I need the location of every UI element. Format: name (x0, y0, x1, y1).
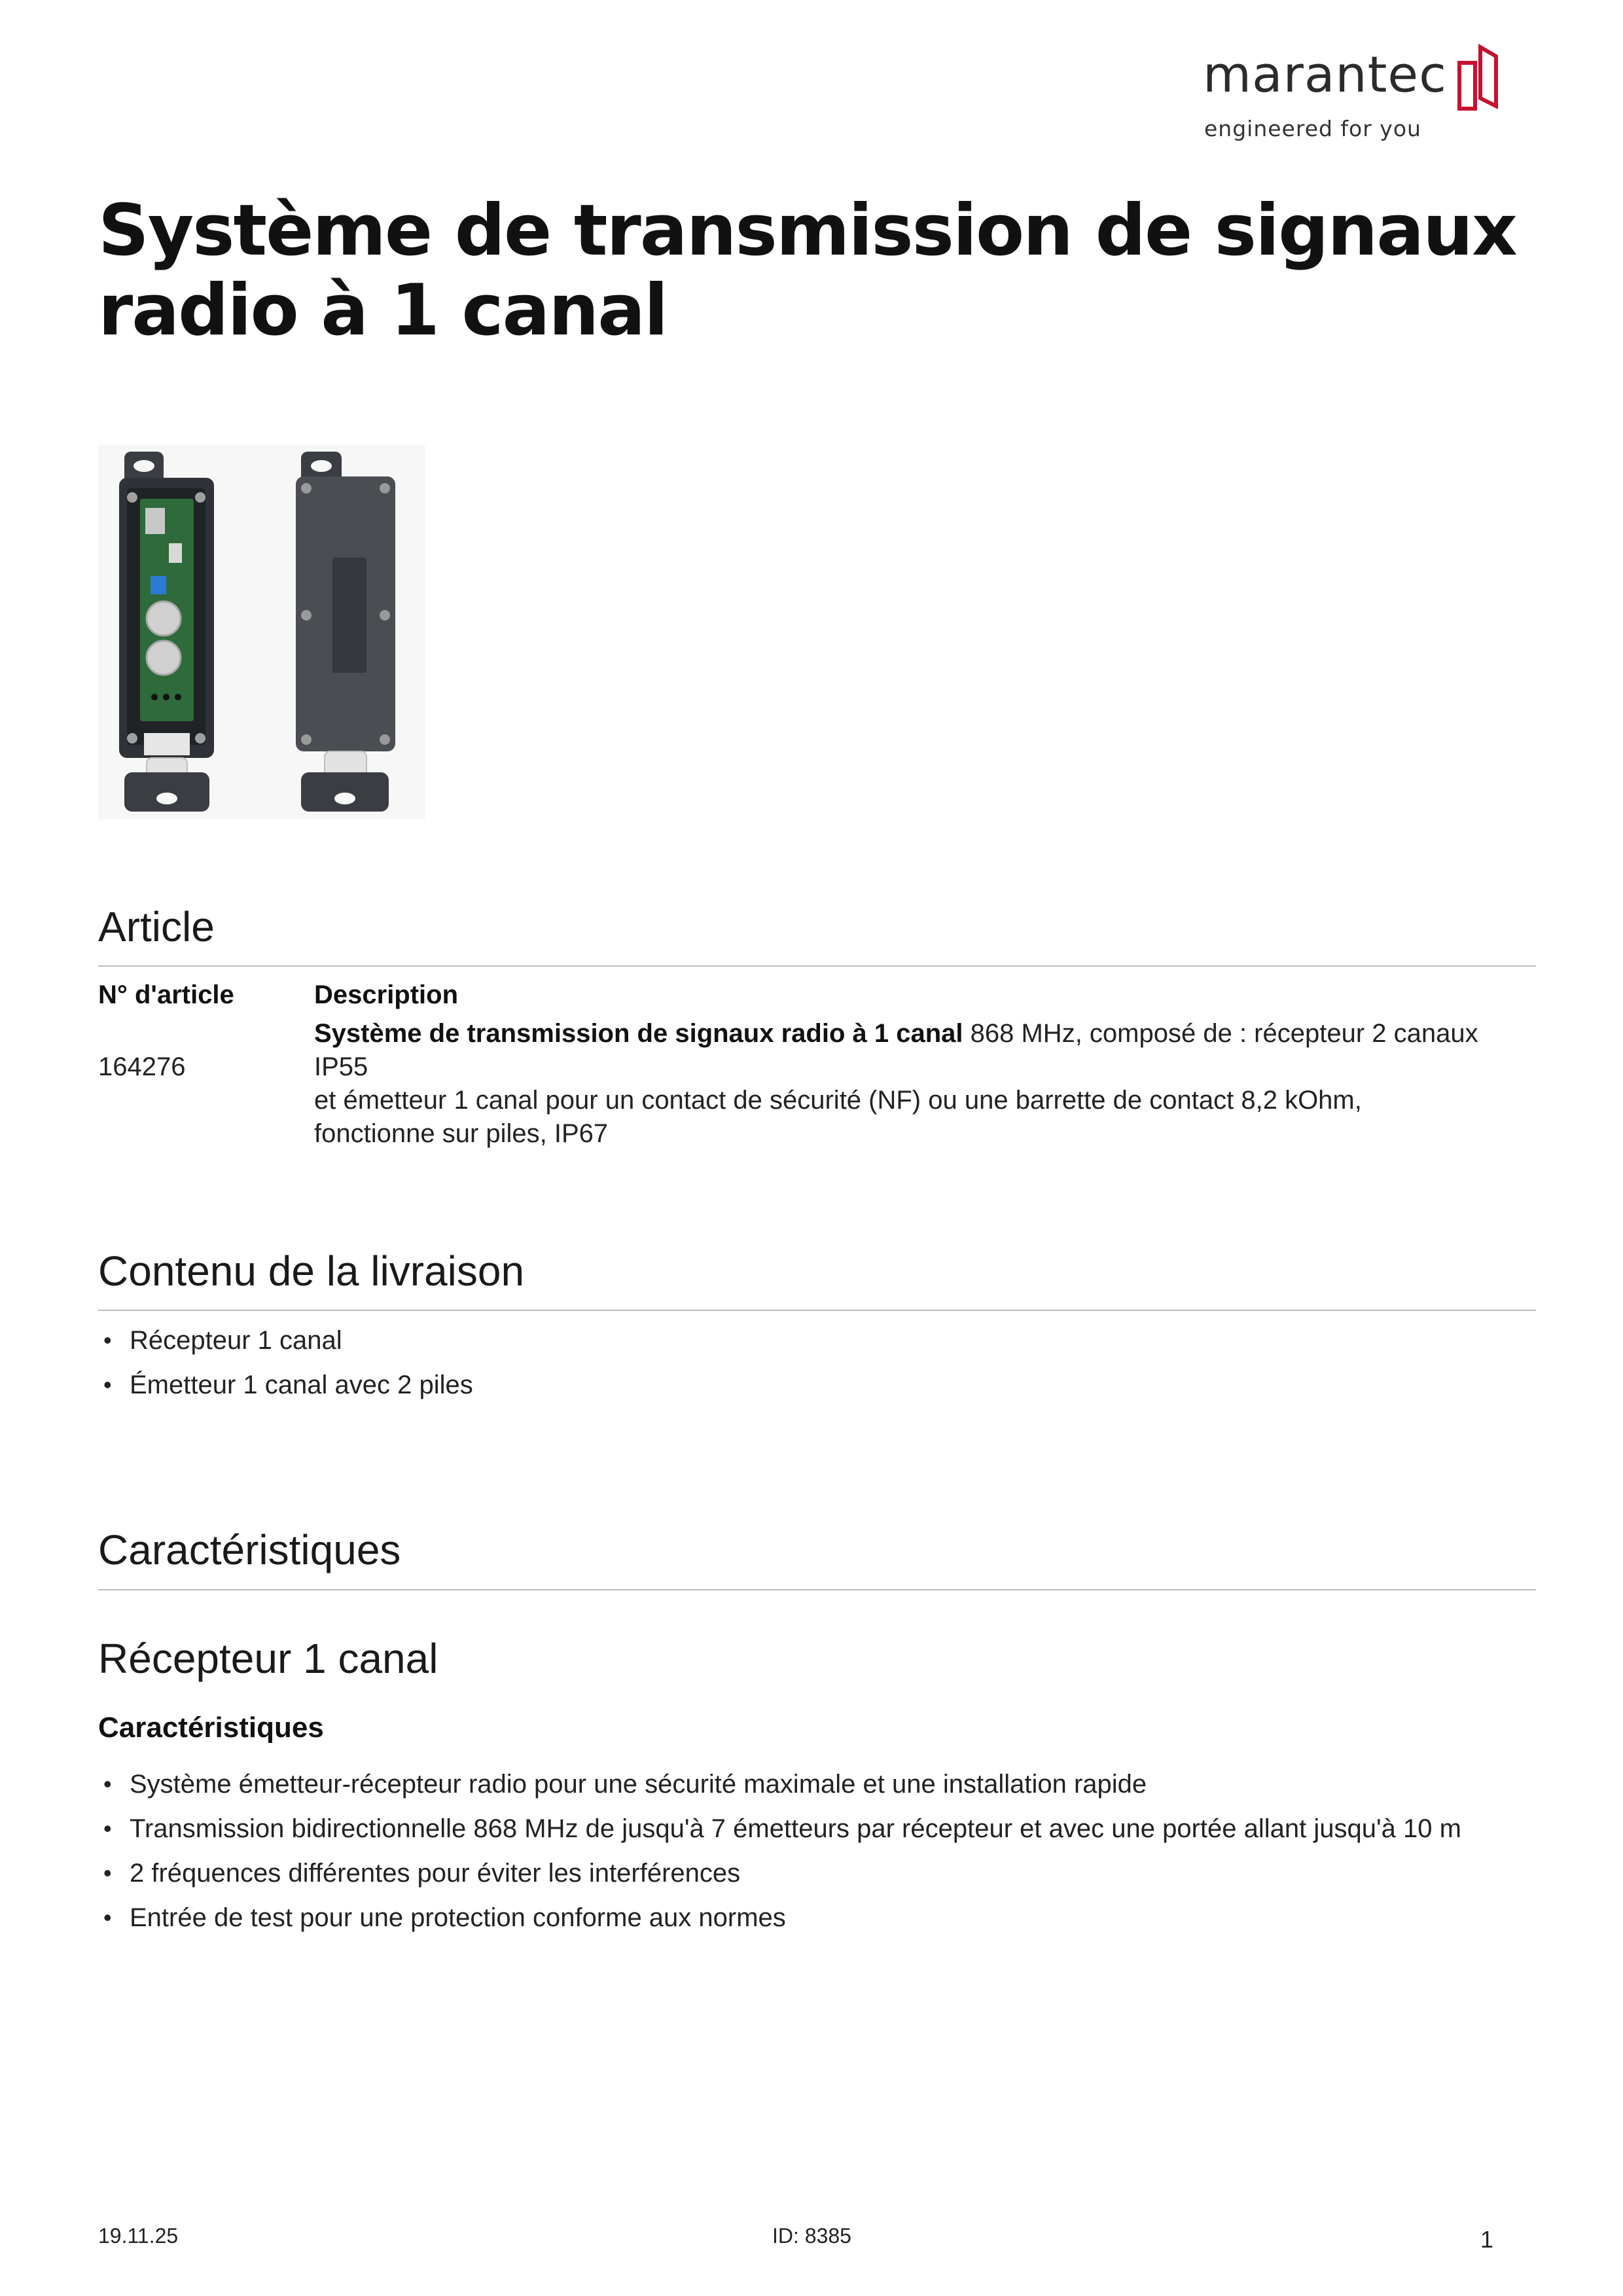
product-photo (98, 445, 425, 819)
list-item: • Émetteur 1 canal avec 2 piles (98, 1363, 1531, 1407)
section-divider (98, 1310, 1536, 1311)
brand-tagline: engineered for you (1204, 116, 1421, 141)
list-item: • Système émetteur-récepteur radio pour une sécurité maximale et une installation rapide (98, 1762, 1531, 1806)
page-number: 1 (1480, 2226, 1494, 2253)
article-desc-bold: Système de transmission de signaux radio à 1 canal (314, 1019, 963, 1048)
features-label: Caractéristiques (98, 1712, 324, 1744)
section-divider (98, 1589, 1536, 1590)
article-desc-line: fonctionne sur piles, IP67 (314, 1119, 609, 1148)
footer-id: ID: 8385 (772, 2224, 851, 2248)
page-title: Système de transmission de signaux radio à 1 canal (98, 190, 1516, 351)
section-features-heading: Caractéristiques (98, 1526, 401, 1573)
brand-logo (1203, 43, 1504, 148)
article-number-header: N° d'article (98, 980, 234, 1009)
article-number: 164276 (98, 1052, 186, 1081)
product-photo-icon (98, 445, 425, 819)
list-item: • Transmission bidirectionnelle 868 MHz de jusqu'à 7 émetteurs par récepteur et avec une portée allant jusqu'à 10 m (98, 1806, 1531, 1851)
brand-mark-icon (1455, 43, 1500, 114)
section-article-heading: Article (98, 903, 215, 950)
features-subheading: Récepteur 1 canal (98, 1635, 438, 1682)
article-desc-line: et émetteur 1 canal pour un contact de sécurité (NF) ou une barrette de contact 8,2 kOhm, (314, 1086, 1362, 1115)
section-divider (98, 965, 1536, 967)
article-desc-rest: 868 MHz, composé de : récepteur 2 canaux IP55 (314, 1019, 1478, 1081)
article-description (314, 1017, 1538, 1151)
list-item: • Récepteur 1 canal (98, 1318, 1531, 1363)
article-description-header: Description (314, 980, 459, 1009)
section-delivery-heading: Contenu de la livraison (98, 1247, 525, 1295)
delivery-list (98, 1318, 1531, 1407)
footer-date: 19.11.25 (98, 2224, 179, 2248)
list-item: • 2 fréquences différentes pour éviter les interférences (98, 1851, 1531, 1895)
brand-name: marantec (1203, 45, 1447, 103)
list-item: • Entrée de test pour une protection conforme aux normes (98, 1895, 1531, 1940)
features-list (98, 1762, 1531, 1940)
